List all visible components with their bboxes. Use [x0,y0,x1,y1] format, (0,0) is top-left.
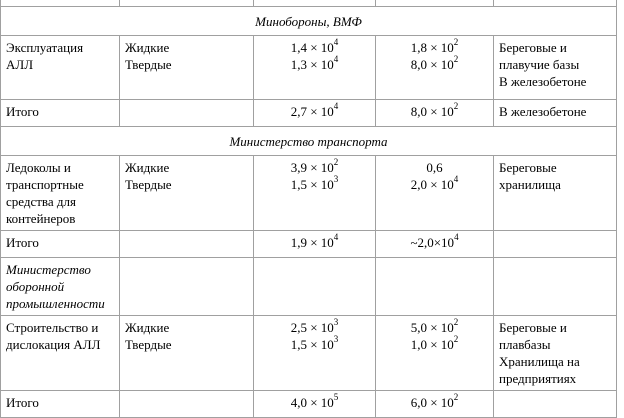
section-transport [1,127,617,156]
section-title: Министерство транспорта [1,127,617,156]
table-row [1,36,617,100]
type-cell: Жидкие Твердые [120,36,254,100]
total-row: Итого $2,7 \times 10^4$ $8,0 \times 10^2$ В железобетоне [1,100,617,127]
table-row [1,156,617,231]
storage-cell: Береговые хранилища [494,156,617,231]
storage-cell: Береговые и плавучие базы В железобетоне [494,36,617,100]
value-cell: $1,8 \times 10^2$ $8,0 \times 10^2$ [376,36,494,100]
total-row: Итого $1,9 \times 10^4$ $\sim 2,0\times 10^4$ [1,231,617,258]
storage-cell: Береговые и плавбазы Хранилища на предприятиях [494,316,617,391]
value-cell: $3,9 \times 10^2$ $1,5 \times 10^3$ [254,156,376,231]
value-cell: $5,0 \times 10^2$ $1,0 \times 10^2$ [376,316,494,391]
value-cell: $2,5 \times 10^3$ $1,5 \times 10^3$ [254,316,376,391]
category-cell: Ледоколы и транспортные средства для контейнеров [1,156,120,231]
type-cell: Жидкие Твердые [120,156,254,231]
total-row: Итого $4,0 \times 10^5$ $6,0 \times 10^2$ [1,391,617,418]
section-title: Минобороны, ВМФ [1,7,617,36]
category-cell: Строительство и дислокация АЛЛ [1,316,120,391]
value-cell: $1,4 \times 10^4$ $1,3 \times 10^4$ [254,36,376,100]
value-cell: 0,6 $2,0 \times 10^4$ [376,156,494,231]
section-title: Министерство оборонной промышленности [1,258,120,316]
section-industry [1,258,617,316]
category-cell: Эксплуатация АЛЛ [1,36,120,100]
type-cell: Жидкие Твердые [120,316,254,391]
section-minoborony [1,7,617,36]
table-row [1,316,617,391]
